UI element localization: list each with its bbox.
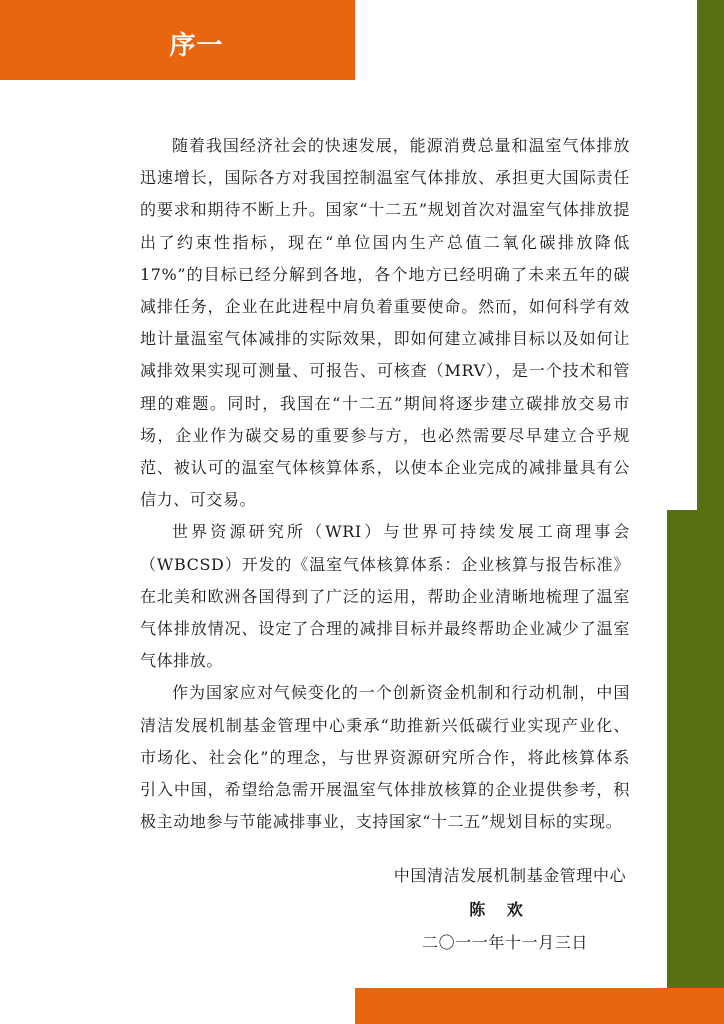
paragraph-1: 随着我国经济社会的快速发展，能源消费总量和温室气体排放迅速增长，国际各方对我国控制温室气体排放、承担更大国际责任的要求和期待不断上升。国家“十二五”规划首次对温室气体排放提出了约束性指标，现在“单位国内生产总值二氧化碳排放降低 17%”的目标已经分解到各地，各个地方已经明确了未来五年的碳减排任务，企业在此进程中肩负着重要使命。然而，如何科学有效地计量温室气体减排的实际效果，即如何建立减排目标以及如何让减排效果实现可测量、可报告、可核查（MRV），是一个技术和管理的难题。同时，我国在“十二五”期间将逐步建立碳排放交易市场，企业作为碳交易的重要参与方，也必然需要尽早建立合乎规范、被认可的温室气体核算体系，以使本企业完成的减排量具有公信力、可交易。 <box>140 136 630 510</box>
signature-date: 二〇一一年十一月三日 <box>421 933 588 952</box>
side-strip-top <box>697 0 724 510</box>
page-title: 序一 <box>169 31 224 61</box>
side-strip-bottom <box>667 510 724 988</box>
paragraph-2: 世界资源研究所（WRI）与世界可持续发展工商理事会（WBCSD）开发的《温室气体核算体系：企业核算与报告标准》在北美和欧洲各国得到了广泛的运用，帮助企业清晰地梳理了温室气体排放情况、设定了合理的减排目标并最终帮助企业减少了温室气体排放。 <box>140 522 630 671</box>
body-text <box>140 130 630 838</box>
bottom-bar <box>355 988 724 1024</box>
signature-organization: 中国清洁发展机制基金管理中心 <box>393 866 627 885</box>
paragraph-3: 作为国家应对气候变化的一个创新资金机制和行动机制，中国清洁发展机制基金管理中心秉承“助推新兴低碳行业实现产业化、市场化、社会化”的理念，与世界资源研究所合作，将此核算体系引入中国，希望给急需开展温室气体排放核算的企业提供参考，积极主动地参与节能减排事业，支持国家“十二五”规划目标的实现。 <box>140 683 630 832</box>
signature-name: 陈 欢 <box>469 900 531 919</box>
